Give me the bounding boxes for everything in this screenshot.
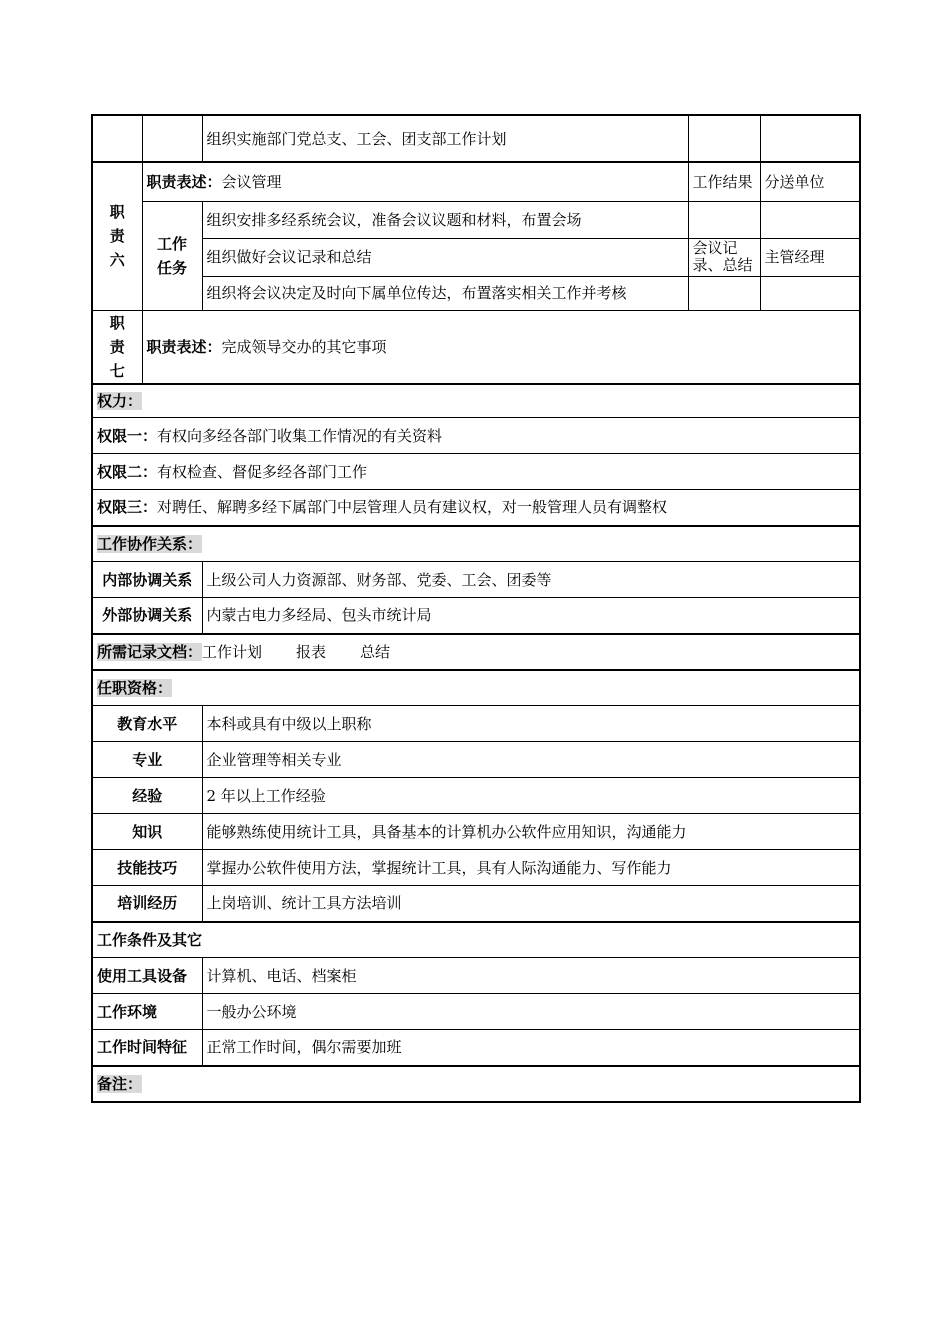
empty-cell xyxy=(688,115,760,162)
empty-cell xyxy=(92,115,142,162)
record-item: 报表 xyxy=(296,642,327,661)
authority-label: 权限二： xyxy=(97,462,158,481)
authority-row xyxy=(92,490,860,526)
condition-value: 正常工作时间，偶尔需要加班 xyxy=(202,1030,860,1066)
internal-label: 内部协调关系 xyxy=(92,562,202,598)
external-value: 内蒙古电力多经局、包头市统计局 xyxy=(202,598,860,634)
empty-cell xyxy=(688,276,760,310)
condition-label: 工作时间特征 xyxy=(92,1030,202,1066)
qualification-label: 专业 xyxy=(92,742,202,778)
external-label: 外部协调关系 xyxy=(92,598,202,634)
duty6-desc-row xyxy=(92,162,860,201)
cooperation-header-row xyxy=(92,526,860,562)
external-coordination-row xyxy=(92,598,860,634)
qualification-value: 上岗培训、统计工具方法培训 xyxy=(202,886,860,922)
qualification-row xyxy=(92,706,860,742)
desc-value: 完成领导交办的其它事项 xyxy=(221,337,387,356)
condition-row xyxy=(92,1030,860,1066)
authority-label: 权限一： xyxy=(97,426,158,445)
task-dist: 主管经理 xyxy=(760,238,860,276)
authority-text: 对聘任、解聘多经下属部门中层管理人员有建议权，对一般管理人员有调整权 xyxy=(157,498,668,517)
duty7-description xyxy=(142,310,860,384)
duty7-row xyxy=(92,310,860,384)
qualification-label: 培训经历 xyxy=(92,886,202,922)
job-description-sheet xyxy=(91,114,859,1103)
desc-label: 职责表述： xyxy=(146,172,222,191)
authority-row xyxy=(92,454,860,490)
authority-label: 权限三： xyxy=(97,498,158,517)
section-header: 工作协作关系： xyxy=(97,534,203,553)
records-row xyxy=(92,634,860,670)
duty6-task-row xyxy=(92,238,860,276)
qualification-label: 技能技巧 xyxy=(92,850,202,886)
condition-label: 使用工具设备 xyxy=(92,958,202,994)
qualification-label: 教育水平 xyxy=(92,706,202,742)
qualification-value: 能够熟练使用统计工具，具备基本的计算机办公软件应用知识，沟通能力 xyxy=(202,814,860,850)
empty-cell xyxy=(688,201,760,238)
task-text: 组织做好会议记录和总结 xyxy=(202,238,688,276)
task-text: 组织将会议决定及时向下属单位传达，布置落实相关工作并考核 xyxy=(202,276,688,310)
authority-text: 有权检查、督促多经各部门工作 xyxy=(157,462,368,481)
qualification-label: 知识 xyxy=(92,814,202,850)
task-text: 组织实施部门党总支、工会、团支部工作计划 xyxy=(202,115,688,162)
condition-value: 计算机、电话、档案柜 xyxy=(202,958,860,994)
qualification-value: 2 年以上工作经验 xyxy=(202,778,860,814)
condition-label: 工作环境 xyxy=(92,994,202,1030)
qualification-value: 本科或具有中级以上职称 xyxy=(202,706,860,742)
authority-header-row xyxy=(92,384,860,418)
notes-label: 备注： xyxy=(97,1074,143,1093)
condition-row xyxy=(92,994,860,1030)
record-item: 工作计划 xyxy=(202,642,263,661)
job-description-table xyxy=(91,114,861,1103)
task-label: 工作 任务 xyxy=(142,201,202,310)
desc-label: 职责表述： xyxy=(146,337,222,356)
section-header: 工作条件及其它 xyxy=(97,930,203,949)
duty6-description xyxy=(142,162,688,201)
previous-duty-row xyxy=(92,115,860,162)
qualification-value: 掌握办公软件使用方法，掌握统计工具，具有人际沟通能力、写作能力 xyxy=(202,850,860,886)
qualification-row xyxy=(92,814,860,850)
internal-coordination-row xyxy=(92,562,860,598)
qualification-row xyxy=(92,886,860,922)
qualification-row xyxy=(92,850,860,886)
notes-row xyxy=(92,1066,860,1102)
qualification-label: 经验 xyxy=(92,778,202,814)
record-item: 总结 xyxy=(360,642,391,661)
result-header: 工作结果 xyxy=(688,162,760,201)
authority-text: 有权向多经各部门收集工作情况的有关资料 xyxy=(157,426,443,445)
records-cell xyxy=(92,634,860,670)
task-text: 组织安排多经系统会议，准备会议议题和材料，布置会场 xyxy=(202,201,688,238)
qualification-row xyxy=(92,742,860,778)
conditions-header-row xyxy=(92,922,860,958)
authority-row xyxy=(92,418,860,454)
duty7-label: 职 责 七 xyxy=(92,310,142,384)
qualification-row xyxy=(92,778,860,814)
empty-cell xyxy=(760,115,860,162)
duty6-task-row xyxy=(92,201,860,238)
empty-cell xyxy=(760,201,860,238)
records-label: 所需记录文档： xyxy=(97,642,203,661)
duty6-task-row xyxy=(92,276,860,310)
duty6-label: 职 责 六 xyxy=(92,162,142,310)
desc-value: 会议管理 xyxy=(221,172,282,191)
empty-cell xyxy=(142,115,202,162)
empty-cell xyxy=(760,276,860,310)
condition-row xyxy=(92,958,860,994)
qualifications-header-row xyxy=(92,670,860,706)
section-header: 权力： xyxy=(97,391,143,410)
internal-value: 上级公司人力资源部、财务部、党委、工会、团委等 xyxy=(202,562,860,598)
task-result: 会议记 录、总结 xyxy=(688,238,760,276)
dist-header: 分送单位 xyxy=(760,162,860,201)
section-header: 任职资格： xyxy=(97,678,173,697)
authority-header-cell xyxy=(92,384,860,418)
qualification-value: 企业管理等相关专业 xyxy=(202,742,860,778)
condition-value: 一般办公环境 xyxy=(202,994,860,1030)
